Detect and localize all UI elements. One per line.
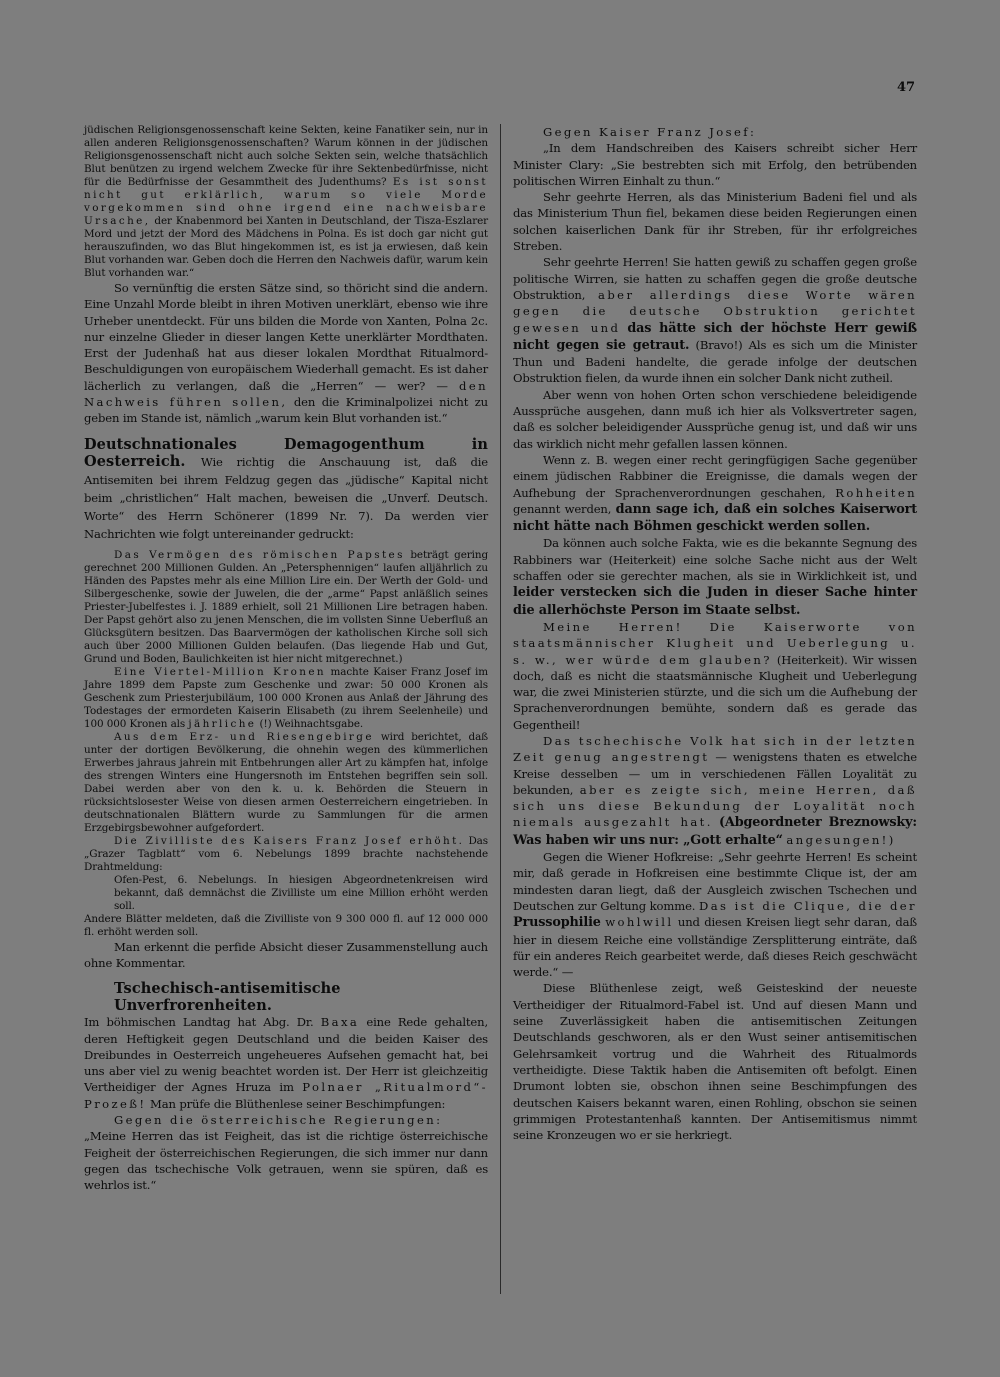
paragraph: Aber wenn von hohen Orten schon verschiedene beleidigende Aussprüche ausgehen, dann muß ich hier als Volksvertreter sagen, daß es solcher beleidigender Aussprüche genug ist, und daß wir uns das wirklich nicht mehr gefallen lassen können. bbox=[513, 387, 917, 451]
paragraph: „Meine Herren das ist Feigheit, das ist die richtige österreichische Feigheit der österreichischen Regierungen, die sich immer nur dann gegen das tschechische Volk getrauen, wenn sie spüren, daß es wehrlos ist.“ bbox=[84, 1129, 488, 1193]
section-heading: Deutschnationales Demagogenthum in Oesterreich. Wie richtig die Anschauung ist, daß die Antisemiten bei ihrem Feldzug gegen das „jüdische“ Kapital nicht beim „christlichen“ Halt machen, beweisen die „Unverf. Deutsch. Worte“ des Herrn Schönerer (1899 Nr. 7). Da werden vier Nachrichten wie folgt untereinander gedruckt: bbox=[84, 435, 488, 541]
telegram-quote: Ofen-Pest, 6. Nebelungs. In hiesigen Abgeordnetenkreisen wird bekannt, daß demnächst die Zivilliste um eine Million erhöht werden soll. bbox=[114, 873, 488, 912]
news-item: Andere Blätter meldeten, daß die Zivilliste von 9 300 000 fl. auf 12 000 000 fl. erhöht werden soll. bbox=[84, 912, 488, 938]
paragraph: Diese Blüthenlese zeigt, weß Geisteskind der neueste Vertheidiger der Ritualmord-Fabel ist. Und auf diesen Mann und seine Zuverlässigkeit haben die antisemitischen Zeitungen Deutschlands geschworen, als er den Wust seiner antisemitischen Gelehrsamkeit vortrug und die Wahrheit des Ritualmords vertheidigte. Diese Taktik haben die Antisemiten oft befolgt. Einen Drumont lobten sie, obschon ihnen seine Beschimpfungen des deutschen Kaisers bekannt waren, einen Rohling, obschon sie seinen grimmigen Protestantenhaß kannten. Der Antisemitismus nimmt seine Kronzeugen wo er sie herkriegt. bbox=[513, 981, 917, 1143]
paragraph: Im böhmischen Landtag hat Abg. Dr. Baxa eine Rede gehalten, deren Heftigkeit gegen Deutschland und die beiden Kaiser des Dreibundes in Oesterreich ungeheueres Aufsehen gemacht hat, bei uns aber viel zu wenig beachtet worden ist. Der Herr ist gleichzeitig Vertheidiger der Agnes Hruza im Polnaer „Ritualmord“-Prozeß! Man prüfe die Blüthenlese seiner Beschimpfungen: bbox=[84, 1015, 488, 1111]
paragraph: Man erkennt die perfide Absicht dieser Zusammenstellung auch ohne Kommentar. bbox=[84, 939, 488, 970]
paragraph: Das tschechische Volk hat sich in der letzten Zeit genug angestrengt — wenigstens thaten es etwelche Kreise desselben — um in verschiedenen Fällen Loyalität zu bekunden, aber es zeigte sich, meine Herren, daß sich uns diese Bekundung der Loyalität noch niemals ausgezahlt hat. (Abgeordneter Breznowsky: Was haben wir uns nur: „Gott erhalte“ angesungen!) bbox=[513, 733, 917, 848]
page-number: 47 bbox=[897, 80, 916, 95]
paragraph: Da können auch solche Fakta, wie es die bekannte Segnung des Rabbiners war (Heiterkeit) eine solche Sache nicht aus der Welt schaffen oder sie gerechter machen, als sie in Wirklichkeit ist, und leider verstecken sich die Juden in dieser Sache hinter die allerhöchste Person im Staate selbst. bbox=[513, 536, 917, 618]
news-item: Das Vermögen des römischen Papstes beträgt gering gerechnet 200 Millionen Gulden. An „Petersphennigen“ laufen alljährlich zu Händen des Papstes mehr als eine Million Lire ein. Der Werth der Gold- und Silbergeschenke, sowie der Juwelen, die der „arme“ Papst anläßlich seines Priester-Jubelfestes i. J. 1889 erhielt, soll 21 Millionen Lire betragen haben. Der Papst gehört also zu jenen Menschen, die im vollsten Sinne Ueberfluß an Glücksgütern besitzen. Das Baarvermögen der katholischen Kirche soll sich auch über 2000 Millionen Gulden belaufen. (Das liegende Hab und Gut, Grund und Boden, Baulichkeiten ist hier nicht mitgerechnet.) bbox=[84, 548, 488, 665]
paragraph: „In dem Handschreiben des Kaisers schreibt sicher Herr Minister Clary: „Sie bestrebten sich mit Erfolg, den betrübenden politischen Wirren Einhalt zu thun.“ bbox=[513, 141, 917, 188]
quote-paragraph: jüdischen Religionsgenossenschaft keine Sekten, keine Fanatiker sein, nur in allen anderen Religionsgenossenschaften? Warum können in der jüdischen Religionsgenossenschaft nicht auch solche Sekten sein, welche thatsächlich Blut benützen zu irgend welchem Zwecke für ihre Sektenbedürfnisse, nicht für die Bedürfnisse der Gesammtheit des Judenthums? Es ist sonst nicht gut erklärlich, warum so viele Morde vorgekommen sind ohne irgend eine nachweisbare Ursache, der Knabenmord bei Xanten in Deutschland, der Tisza-Eszlarer Mord und jetzt der Mord des Mädchens in Polna. Es ist doch gar nicht gut herauszufinden, wo das Blut hingekommen ist, es ist ja erwiesen, daß kein Blut vorhanden war. Geben doch die Herren den Nachweis dafür, warum kein Blut vorhanden war.“ bbox=[84, 124, 488, 279]
news-item: Die Zivilliste des Kaisers Franz Josef erhöht. Das „Grazer Tagblatt“ vom 6. Nebelungs 1899 brachte nachstehende Drahtmeldung: bbox=[84, 834, 488, 873]
paragraph: Sehr geehrte Herren! Sie hatten gewiß zu schaffen gegen große politische Wirren, sie hatten zu schaffen gegen die große deutsche Obstruktion, aber allerdings diese Worte wären gegen die deutsche Obstruktion gerichtet gewesen und das hätte sich der höchste Herr gewiß nicht gegen sie getraut. (Bravo!) Als es sich um die Minister Thun und Badeni handelte, die gerade infolge der deutschen Obstruktion fielen, da wurde ihnen ein solcher Dank nicht zutheil. bbox=[513, 255, 917, 386]
left-column bbox=[84, 124, 488, 1194]
news-item: Aus dem Erz- und Riesengebirge wird berichtet, daß unter der dortigen Bevölkerung, die ohnehin wegen des kümmerlichen Erwerbes jahraus jahrein mit Entbehrungen aller Art zu kämpfen hat, infolge des strengen Winters eine Hungersnoth im Entstehen begriffen sein soll. Dabei werden aber von den k. u. k. Behörden die Steuern in rücksichtslosester Weise von diesen armen Oesterreichern eingetrieben. In deutschnationalen Blättern wurde zu Sammlungen für die armen Erzgebirgsbewohner aufgefordert. bbox=[84, 730, 489, 834]
subheading: Gegen Kaiser Franz Josef: bbox=[543, 125, 757, 139]
section-heading: Tschechisch-antisemitische Unverfrorenheiten. bbox=[114, 980, 341, 1015]
paragraph: So vernünftig die ersten Sätze sind, so thöricht sind die andern. Eine Unzahl Morde bleibt in ihren Motiven unerklärt, ebenso wie ihre Urheber unentdeckt. Für uns bilden die Morde von Xanten, Polna 2c. nur einzelne Glieder in dieser langen Kette unerklärter Mordthaten. Erst der Judenhaß hat aus dieser lokalen Mordthat Ritualmord-Beschuldigungen von europäischem Wiederhall gemacht. Es ist daher lächerlich zu verlangen, daß die „Herren“ — wer? — den Nachweis führen sollen, den die Kriminalpolizei nicht zu geben im Stande ist, nämlich „warum kein Blut vorhanden ist.“ bbox=[84, 281, 488, 426]
paragraph: Meine Herren! Die Kaiserworte von staatsmännischer Klugheit und Ueberlegung u. s. w., wer würde dem glauben? (Heiterkeit). Wir wissen doch, daß es nicht die staatsmännische Klugheit und Ueberlegung war, die zwei Ministerien stürzte, und die sich um die Aufhebung der Sprachenverordnungen bemühte, sondern daß es gerade das Gegentheil! bbox=[513, 619, 917, 732]
paragraph: Wenn z. B. wegen einer recht geringfügigen Sache gegenüber einem jüdischen Rabbiner die Ereignisse, die damals wegen der Aufhebung der Sprachenverordnungen geschahen, Rohheiten genannt werden, dann sage ich, daß ein solches Kaiserwort nicht hätte nach Böhmen geschickt werden sollen. bbox=[513, 452, 917, 535]
column-divider bbox=[500, 124, 501, 1294]
paragraph: Gegen die Wiener Hofkreise: „Sehr geehrte Herren! Es scheint mir, daß gerade in Hofkreisen eine bestimmte Clique ist, der am mindesten daran liegt, daß der Ausgleich zwischen Tschechen und Deutschen zur Geltung komme. Das ist die Clique, die der Prussophilie wohlwill und diesen Kreisen liegt sehr daran, daß hier in diesem Reiche eine vollständige Zersplitterung einträte, daß für ein anderes Reich gearbeitet werde, daß dieses Reich geschwächt werde.“ — bbox=[513, 850, 917, 980]
news-item: Eine Viertel-Million Kronen machte Kaiser Franz Josef im Jahre 1899 dem Papste zum Geschenke und zwar: 50 000 Kronen als Geschenk zum Priesterjubiläum, 100 000 Kronen aus Anlaß der Jährung des Todestages der ermordeten Kaiserin Elisabeth (zu ihrem Seelenheile) und 100 000 Kronen als jährliche (!) Weihnachtsgabe. bbox=[84, 665, 488, 730]
paragraph: Sehr geehrte Herren, als das Ministerium Badeni fiel und als das Ministerium Thun fiel, bekamen diese beiden Regierungen einen solchen kaiserlichen Dank für ihr Streben, für ihr erfolgreiches Streben. bbox=[513, 190, 917, 254]
subheading: Gegen die österreichische Regierungen: bbox=[114, 1113, 443, 1128]
right-column bbox=[513, 124, 917, 1143]
